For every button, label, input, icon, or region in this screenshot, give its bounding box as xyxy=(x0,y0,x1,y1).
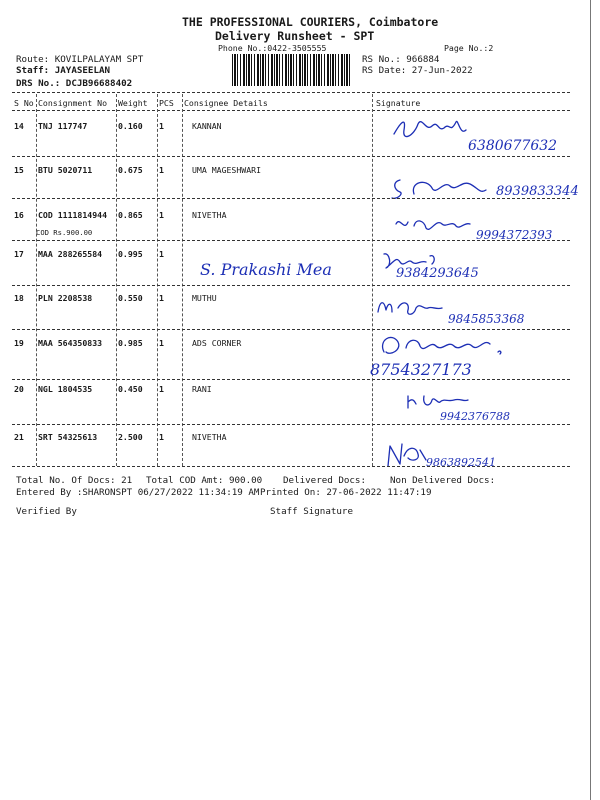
row-consignee: RANI xyxy=(192,384,212,394)
row-divider xyxy=(12,156,570,157)
company-name: THE PROFESSIONAL COURIERS, Coimbatore xyxy=(182,15,439,29)
row-sno: 15 xyxy=(14,165,24,175)
row-pcs: 1 xyxy=(159,293,164,303)
row-divider xyxy=(12,240,570,241)
row-consignee: UMA MAGESHWARI xyxy=(192,165,262,175)
handwritten-phone: 8939833344 xyxy=(496,184,579,199)
staff-signature: Staff Signature xyxy=(270,506,353,517)
row-divider xyxy=(12,285,570,286)
row-consignment: MAA 564350833 xyxy=(38,338,103,348)
column-separator xyxy=(372,94,373,466)
row-consignee: NIVETHA xyxy=(192,210,227,220)
handwritten-phone: 9863892541 xyxy=(426,456,496,469)
column-separator xyxy=(157,94,158,466)
handwritten-phone: 9994372393 xyxy=(476,228,553,242)
barcode xyxy=(232,54,352,86)
printed-on: Printed On: 27-06-2022 11:47:19 xyxy=(260,487,432,498)
divider xyxy=(12,92,570,93)
row-weight: 0.865 xyxy=(118,210,143,220)
signature xyxy=(392,112,472,144)
row-divider xyxy=(12,424,570,425)
row-sno: 18 xyxy=(14,293,24,303)
row-divider xyxy=(12,466,570,467)
signature xyxy=(406,390,476,412)
row-pcs: 1 xyxy=(159,384,164,394)
row-consignment: MAA 288265584 xyxy=(38,249,103,259)
row-pcs: 1 xyxy=(159,249,164,259)
row-sno: 21 xyxy=(14,432,24,442)
row-divider xyxy=(12,198,570,199)
row-pcs: 1 xyxy=(159,210,164,220)
row-consignee: KANNAN xyxy=(192,121,222,131)
page-edge xyxy=(590,0,591,800)
row-weight: 0.675 xyxy=(118,165,143,175)
row-consignee: MUTHU xyxy=(192,293,217,303)
row-sno: 14 xyxy=(14,121,24,131)
row-pcs: 1 xyxy=(159,338,164,348)
row-consignment: NGL 1804535 xyxy=(38,384,93,394)
verified-by: Verified By xyxy=(16,506,77,517)
drs-number: DRS No.: DCJB96688402 xyxy=(16,78,133,89)
page-number: Page No.:2 xyxy=(444,43,494,53)
handwritten-phone: 6380677632 xyxy=(468,138,558,154)
col-pcs: PCS xyxy=(159,98,174,108)
delivered-docs: Delivered Docs: xyxy=(283,475,366,486)
row-sno: 16 xyxy=(14,210,24,220)
row-divider xyxy=(12,379,570,380)
signature xyxy=(394,210,484,236)
rs-number: RS No.: 966884 xyxy=(362,54,440,65)
col-weight: Weight xyxy=(118,98,148,108)
handwritten-phone: 9384293645 xyxy=(396,266,479,281)
total-cod: Total COD Amt: 900.00 xyxy=(146,475,263,486)
row-sno: 20 xyxy=(14,384,24,394)
rs-date: RS Date: 27-Jun-2022 xyxy=(362,65,473,76)
row-pcs: 1 xyxy=(159,165,164,175)
row-weight: 0.450 xyxy=(118,384,143,394)
handwritten-phone: 9942376788 xyxy=(440,410,510,423)
row-sno: 17 xyxy=(14,249,24,259)
total-docs: Total No. Of Docs: 21 xyxy=(16,475,133,486)
row-sno: 19 xyxy=(14,338,24,348)
row-consignment: COD 1111814944 xyxy=(38,210,108,220)
row-weight: 0.550 xyxy=(118,293,143,303)
row-weight: 2.500 xyxy=(118,432,143,442)
row-consignment: BTU 5020711 xyxy=(38,165,93,175)
entered-by: Entered By :SHARONSPT 06/27/2022 11:34:19 AM xyxy=(16,487,260,498)
row-weight: 0.985 xyxy=(118,338,143,348)
divider xyxy=(12,110,570,111)
row-consignment: SRT 54325613 xyxy=(38,432,98,442)
row-weight: 0.995 xyxy=(118,249,143,259)
row-consignee: NIVETHA xyxy=(192,432,227,442)
runsheet-title: Delivery Runsheet - SPT xyxy=(215,29,375,43)
column-separator xyxy=(182,94,183,466)
row-consignee: ADS CORNER xyxy=(192,338,242,348)
handwritten-phone: 9845853368 xyxy=(448,312,525,326)
column-separator xyxy=(116,94,117,466)
non-delivered-docs: Non Delivered Docs: xyxy=(390,475,496,486)
col-sno: S No xyxy=(14,98,34,108)
row-consignment: PLN 2208538 xyxy=(38,293,93,303)
staff: Staff: JAYASEELAN xyxy=(16,65,111,76)
row-pcs: 1 xyxy=(159,121,164,131)
row-weight: 0.160 xyxy=(118,121,143,131)
row-pcs: 1 xyxy=(159,432,164,442)
phone-number: Phone No.:0422-3505555 xyxy=(218,43,327,53)
handwritten-phone: 8754327173 xyxy=(370,360,472,379)
row-consignment: TNJ 117747 xyxy=(38,121,88,131)
handwritten-name: S. Prakashi Mea xyxy=(200,260,332,279)
col-consignee: Consignee Details xyxy=(184,98,268,108)
signature xyxy=(378,330,518,362)
col-signature: Signature xyxy=(376,98,421,108)
column-separator xyxy=(36,94,37,466)
col-consignment: Consignment No xyxy=(38,98,108,108)
cod-note: COD Rs.900.00 xyxy=(36,228,93,237)
route: Route: KOVILPALAYAM SPT xyxy=(16,54,144,65)
